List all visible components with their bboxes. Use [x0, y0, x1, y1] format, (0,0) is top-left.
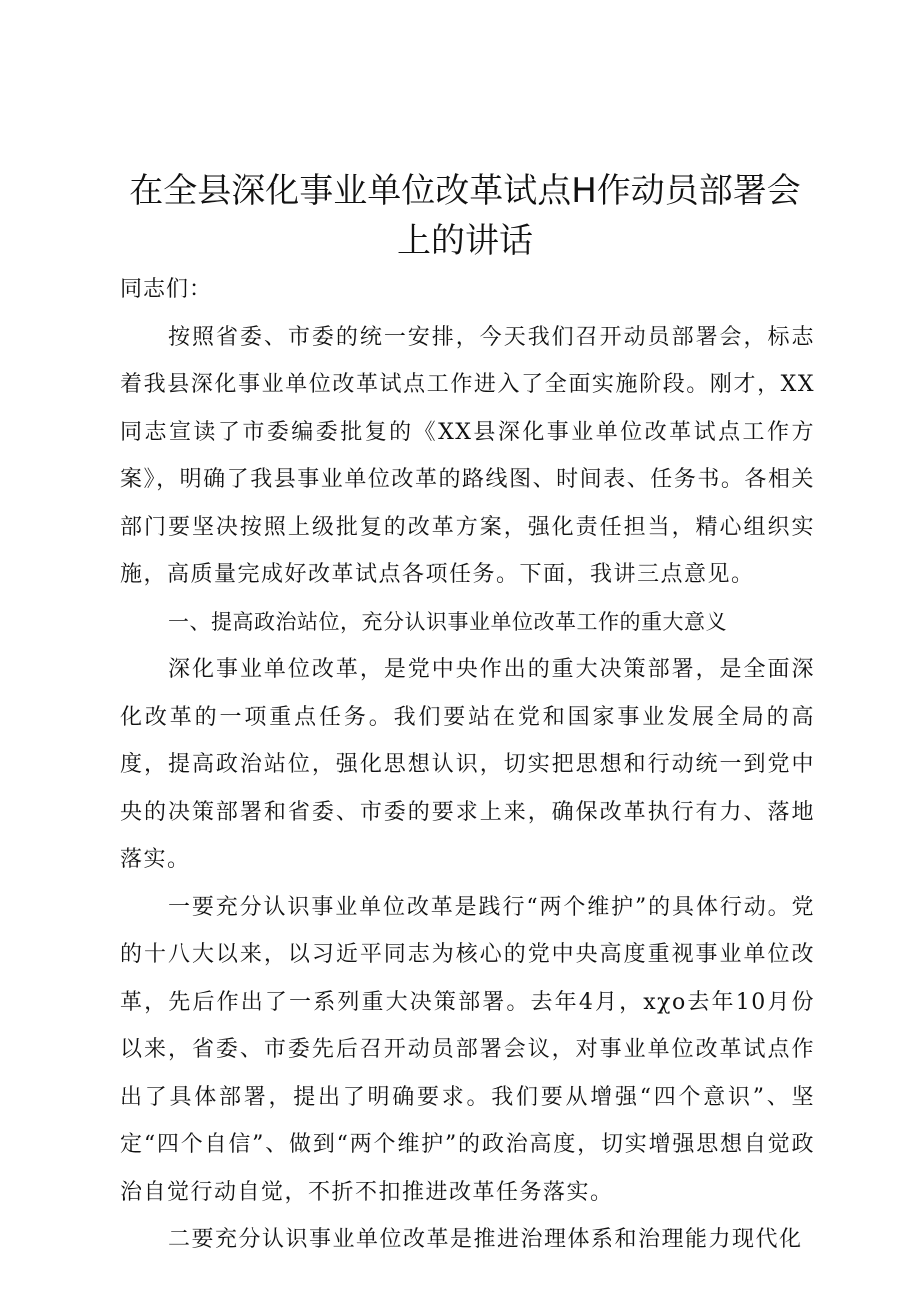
paragraph-point-2: 二要充分认识事业单位改革是推进治理体系和治理能力现代化	[168, 1227, 803, 1252]
document-title: 在全县深化事业单位改革试点H作动员部署会上的讲话	[129, 171, 801, 261]
section-heading-1: 一、提高政治站位，充分认识事业单位改革工作的重大意义	[168, 609, 727, 634]
paragraph-section-1: 深化事业单位改革，是党中央作出的重大决策部署，是全面深化改革的一项重点任务。我们要站在党和国家事业发展全局的高度，提高政治站位，强化思想认识，切实把思想和行动统一到党中央的决策部署和省委、市委的要求上来，确保改革执行有力、落地落实。	[120, 657, 815, 872]
paragraph-intro: 按照省委、市委的统一安排，今天我们召开动员部署会，标志着我县深化事业单位改革试点工作进入了全面实施阶段。刚才，XX同志宣读了市委编委批复的《XX县深化事业单位改革试点工作方案》，明确了我县事业单位改革的路线图、时间表、任务书。各相关部门要坚决按照上级批复的改革方案，强化责任担当，精心组织实施，高质量完成好改革试点各项任务。下面，我讲三点意见。	[120, 324, 815, 587]
paragraph-point-1: 一要充分认识事业单位改革是践行“两个维护”的具体行动。党的十八大以来，以习近平同志为核心的党中央高度重视事业单位改革，先后作出了一系列重大决策部署。去年4月，xχo去年10月份以来，省委、市委先后召开动员部署会议，对事业单位改革试点作出了具体部署，提出了明确要求。我们要从增强“四个意识”、坚定“四个自信”、做到“两个维护”的政治高度，切实增强思想自觉政治自觉行动自觉，不折不扣推进改革任务落实。	[120, 894, 815, 1205]
salutation: 同志们：	[120, 277, 213, 302]
document-body	[120, 266, 815, 1264]
